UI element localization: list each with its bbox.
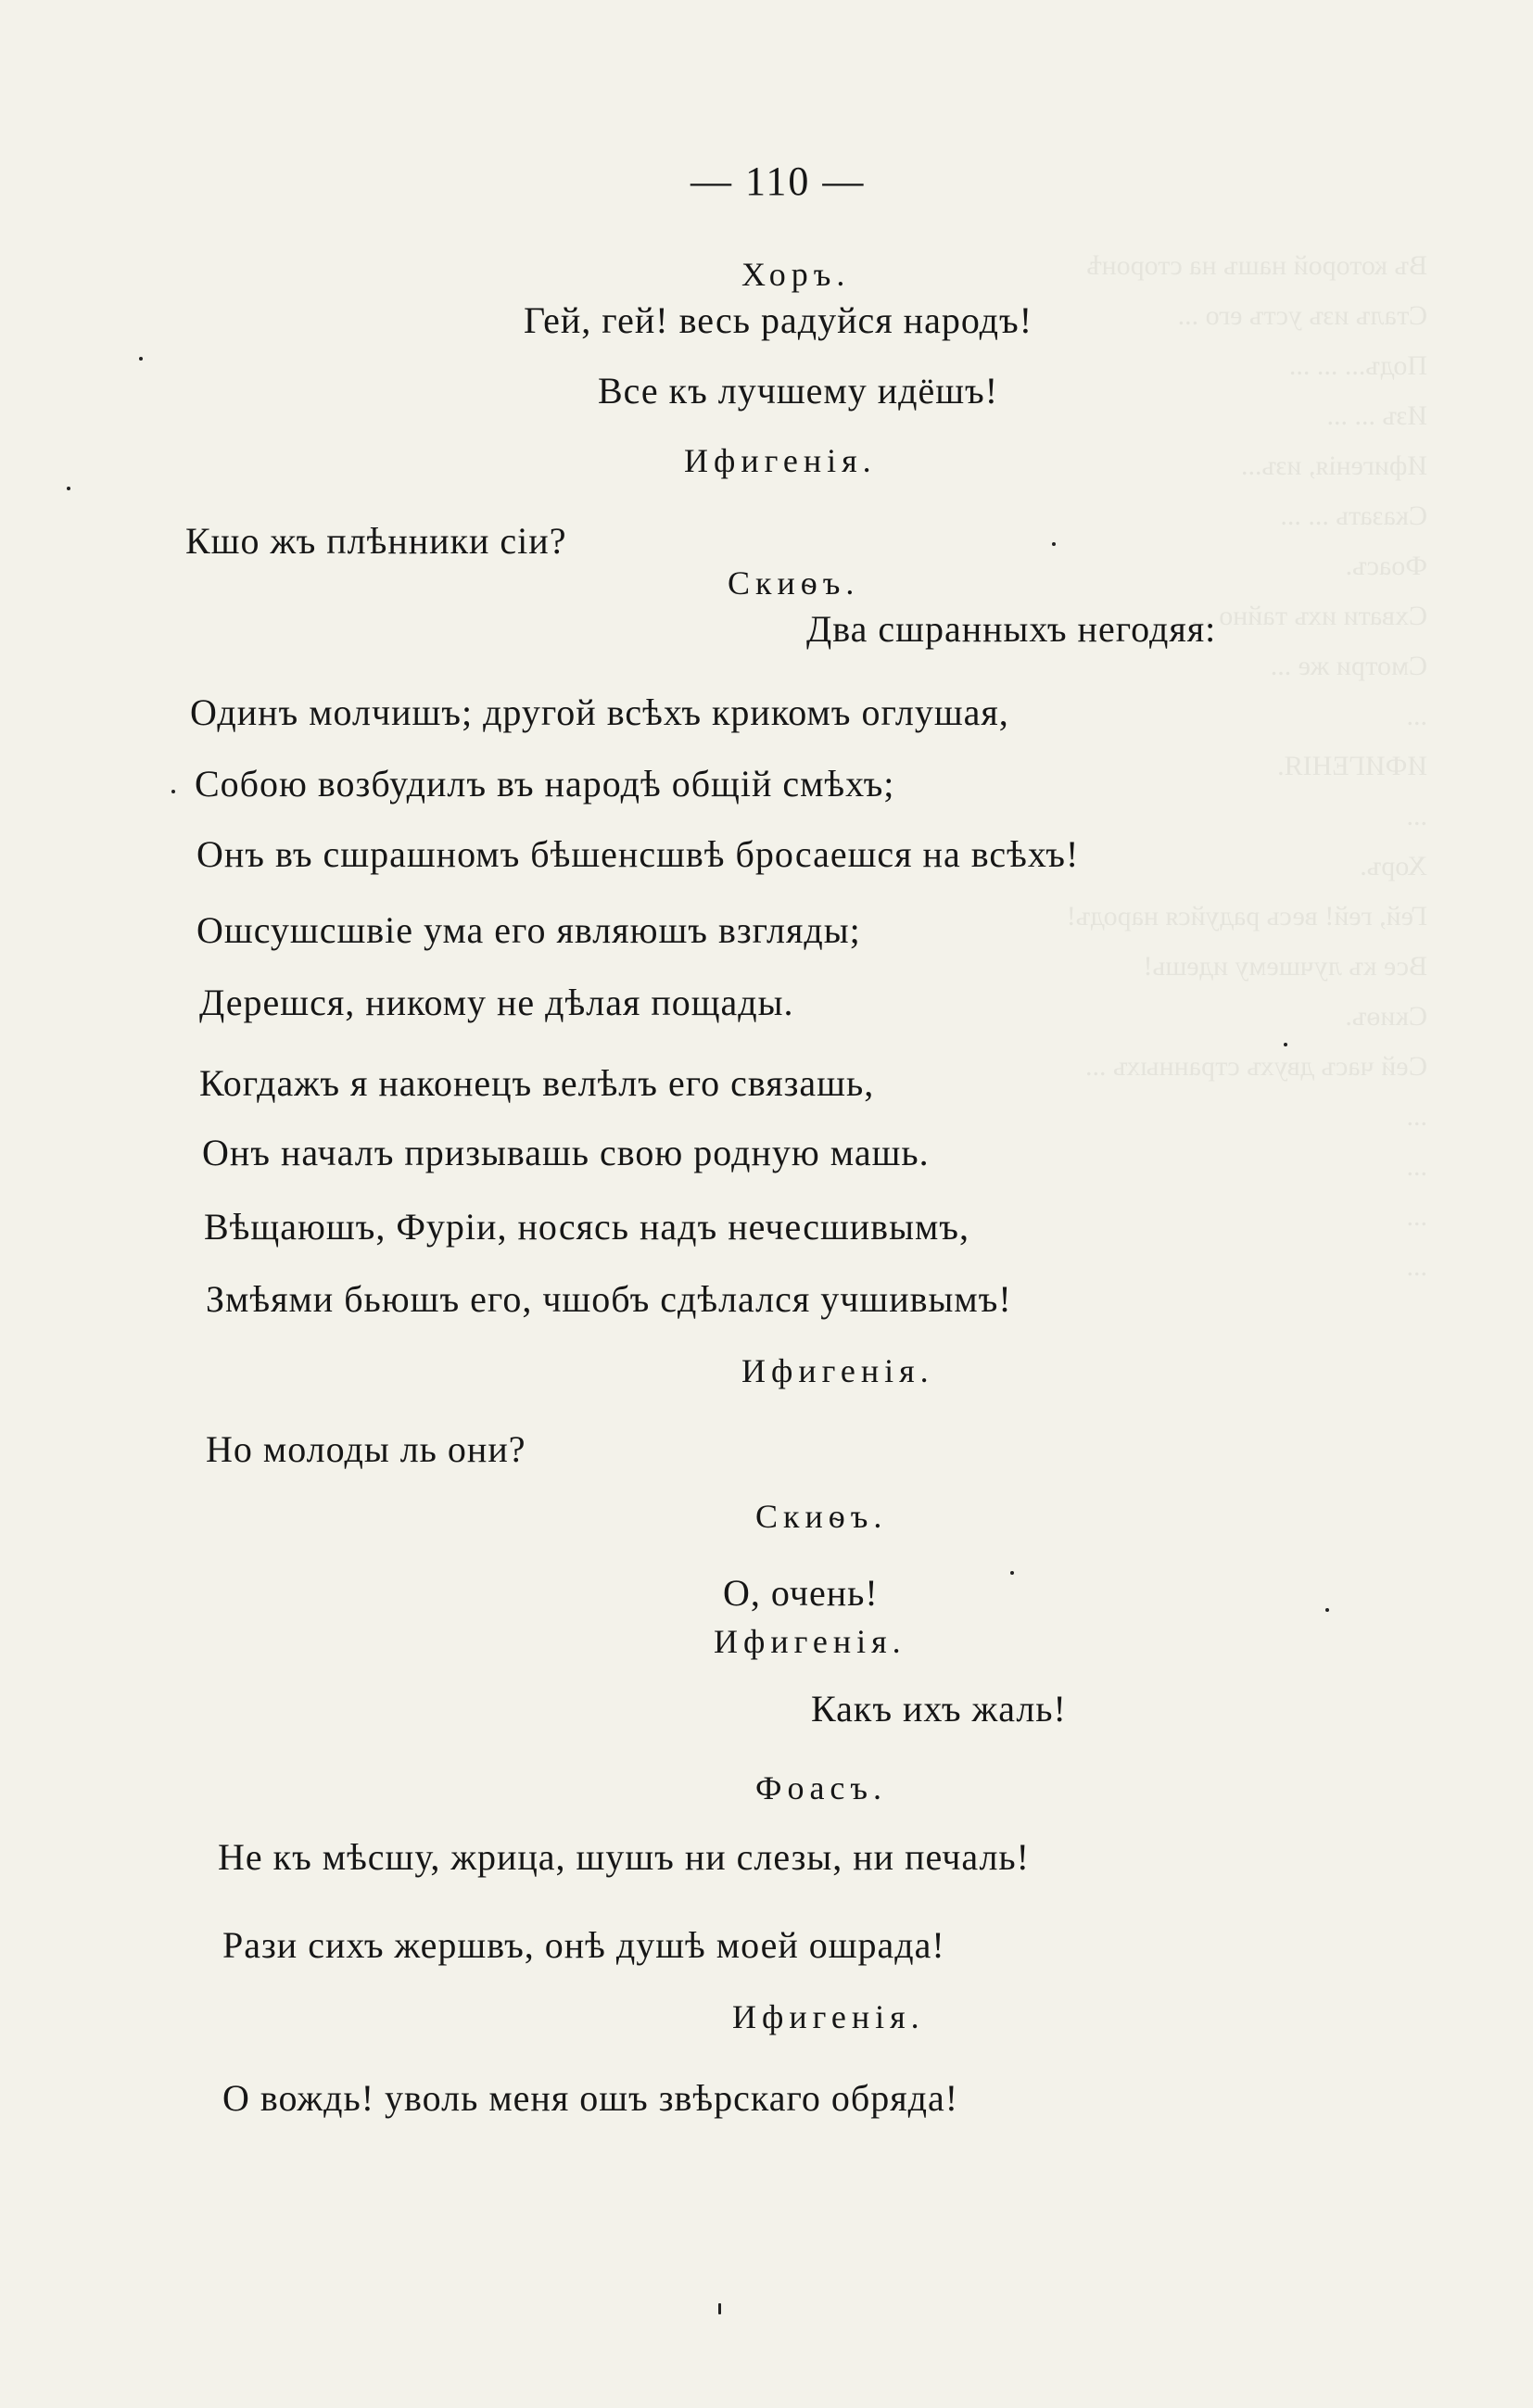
- speaker-heading: Ифигенія.: [732, 1998, 925, 2035]
- verse-line: О, очень!: [723, 1572, 879, 1614]
- verse-line: Но молоды ль они?: [206, 1428, 526, 1470]
- verse-line: Рази сихъ жершвъ, онѣ душѣ моей ошрада!: [222, 1924, 945, 1966]
- speaker-heading: Фоасъ.: [755, 1769, 888, 1806]
- print-speck: [139, 357, 143, 361]
- verse-line: Собою возбудилъ въ народѣ общій смѣхъ;: [195, 763, 895, 805]
- verse-line: Вѣщаюшъ, Фуріи, носясь надъ нечесшивымъ,: [204, 1206, 969, 1248]
- speaker-heading: Ифигенія.: [714, 1623, 906, 1660]
- verse-line: Дерешся, никому не дѣлая пощады.: [199, 982, 794, 1023]
- print-speck: [1325, 1608, 1329, 1612]
- verse-line: Два сшранныхъ негодяя:: [806, 608, 1217, 650]
- verse-line: Когдажъ я наконецъ велѣлъ его связашь,: [199, 1062, 875, 1104]
- print-speck: [718, 2303, 721, 2314]
- verse-line: Онъ началъ призывашь свою родную машь.: [202, 1132, 930, 1173]
- page-number: — 110 —: [690, 158, 866, 204]
- speaker-heading: Ифигенія.: [684, 442, 877, 479]
- show-through-reverse-text: Въ которой нашъ на сторонѣ Сталъ изъ устъ его ... Подъ... ... ... Изъ ... ... Ифигенія, изъ... Сказать ... ... Фоасъ. Схвати ихъ тайно ... Смотри же ... ... ИФИГЕНІЯ. ... Хоръ. Гей, гей! весь радуйся народъ! Все къ лучшему идешь! Скиѳъ. Сей часъ двухъ странныхъ ... ... ... ... ...: [1066, 250, 1427, 1282]
- verse-line: Змѣями бьюшъ его, чшобъ сдѣлался учшивымъ!: [206, 1278, 1012, 1320]
- verse-line: Одинъ молчишъ; другой всѣхъ крикомъ оглушая,: [190, 691, 1009, 733]
- print-speck: [1284, 1043, 1287, 1046]
- print-speck: [171, 790, 175, 793]
- print-speck: [1010, 1571, 1014, 1575]
- speaker-heading: Скиѳъ.: [728, 564, 860, 602]
- speaker-heading: Ифигенія.: [741, 1352, 934, 1389]
- verse-line: Ошсушсшвіе ума его являюшъ взгляды;: [196, 909, 861, 951]
- print-speck: [1052, 542, 1056, 546]
- verse-line: Кшо жъ плѣнники сіи?: [185, 520, 567, 562]
- verse-line: Все къ лучшему идёшъ!: [598, 370, 999, 412]
- verse-line: Гей, гей! весь радуйся народъ!: [524, 299, 1033, 341]
- print-speck: [67, 487, 70, 490]
- verse-line: Онъ въ сшрашномъ бѣшенсшвѣ бросаешся на всѣхъ!: [196, 833, 1080, 875]
- speaker-heading: Хоръ.: [741, 256, 851, 293]
- verse-line: Не къ мѣсшу, жрица, шушъ ни слезы, ни печаль!: [218, 1836, 1030, 1878]
- speaker-heading: Скиѳъ.: [755, 1498, 888, 1535]
- verse-line: Какъ ихъ жаль!: [811, 1688, 1067, 1730]
- verse-line: О вождь! уволь меня ошъ звѣрскаго обряда!: [222, 2077, 959, 2119]
